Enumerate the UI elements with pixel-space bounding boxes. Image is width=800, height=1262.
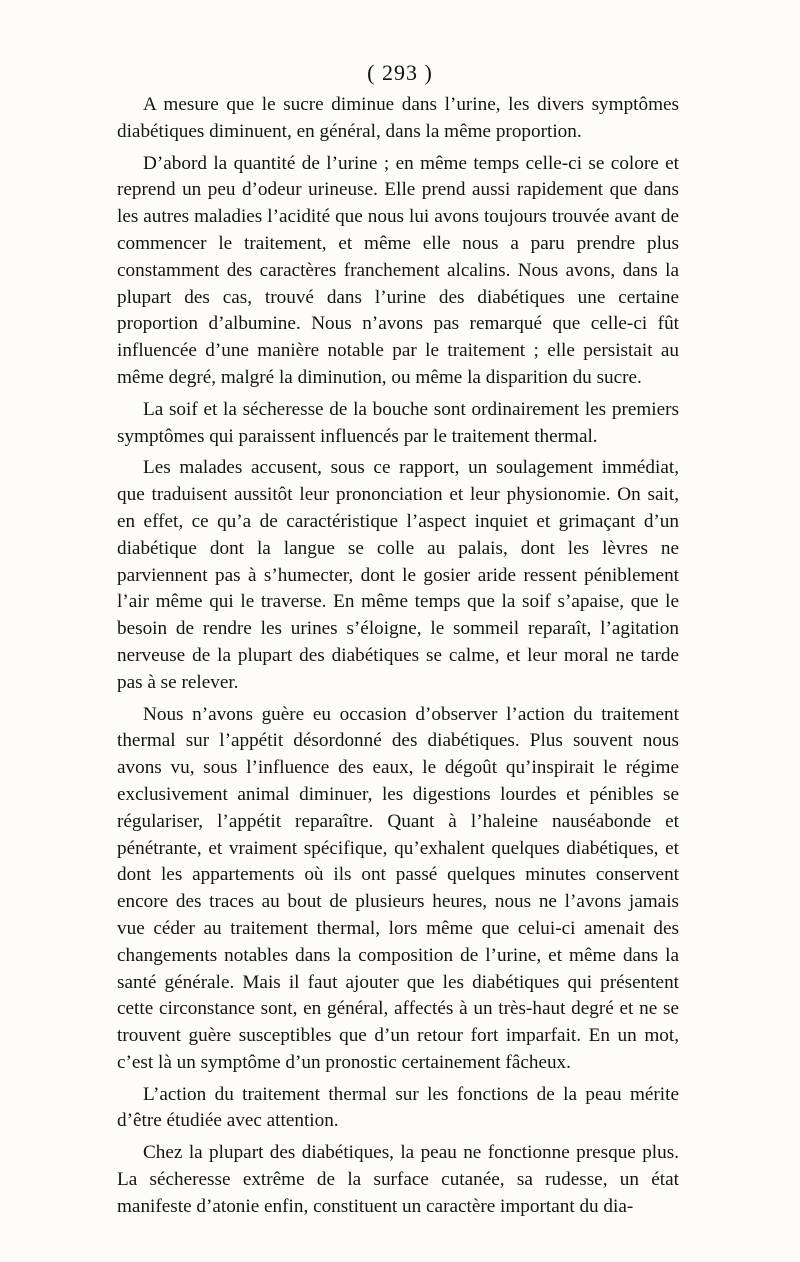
paragraph-1: A mesure que le sucre diminue dans l’urine, les divers symptômes diabétiques diminuent, en général, dans la même proportion. [117, 94, 679, 142]
paragraph-3: La soif et la sécheresse de la bouche sont ordinairement les premiers symptômes qui paraissent influencés par le traitement thermal. [117, 398, 679, 447]
page-number-header: ( 293 ) [367, 60, 433, 85]
paragraph-4: Les malades accusent, sous ce rapport, un soulagement immédiat, que traduisent aussitôt leur prononciation et leur physionomie. On sait, en effet, ce qu’a de caractéristique l’aspect inquiet et grimaçant d’un diabétique dont la langue se colle au palais, dont les lèvres ne parviennent pas à s’humecter, dont le gosier aride ressent péniblement l’air même qui le traverse. En même temps que la soif s’apaise, que le besoin de rendre les urines s’éloigne, le sommeil reparaît, l’agitation nerveuse de la plupart des diabétiques se calme, et leur moral ne tarde pas à se relever. [117, 457, 679, 693]
page-body [117, 92, 679, 1226]
paragraph-2: D’abord la quantité de l’urine ; en même temps celle-ci se colore et reprend un peu d’odeur urineuse. Elle prend aussi rapidement que dans les autres maladies l’acidité que nous lui avons toujours trouvée avant de commencer le traitement, et même elle nous a paru prendre plus constamment des caractères franchement alcalins. Nous avons, dans la plupart des cas, trouvé dans l’urine des diabétiques une certaine proportion d’albumine. Nous n’avons pas remarqué que celle-ci fût influencée d’une manière notable par le traitement ; elle persistait au même degré, malgré la diminution, ou même la disparition du sucre. [117, 152, 679, 388]
paragraph-6: L’action du traitement thermal sur les fonctions de la peau mérite d’être étudiée avec attention. [117, 1083, 679, 1132]
paragraph-5: Nous n’avons guère eu occasion d’observer l’action du traitement thermal sur l’appétit désordonné des diabétiques. Plus souvent nous avons vu, sous l’influence des eaux, le dégoût qu’inspirait le régime exclusivement animal diminuer, les digestions lourdes et pénibles se régulariser, l’appétit reparaître. Quant à l’haleine nauséabonde et pénétrante, et vraiment spécifique, qu’exhalent quelques diabétiques, et dont les appartements où ils ont passé quelques minutes conservent encore des traces au bout de plusieurs heures, nous ne l’avons jamais vue céder au traitement thermal, lors même que celui-ci amenait des changements notables dans la composition de l’urine, et même dans la santé générale. Mais il faut ajouter que les diabétiques qui présentent cette circonstance sont, en général, affectés à un très-haut degré et ne se trouvent guère susceptibles que d’un retour fort imparfait. En un mot, c’est là un symptôme d’un pronostic certainement fâcheux. [117, 703, 679, 1073]
paragraph-7: Chez la plupart des diabétiques, la peau ne fonctionne presque plus. La sécheresse extrême de la surface cutanée, sa rudesse, un état manifeste d’atonie enfin, constituent un caractère important du dia- [117, 1142, 679, 1217]
